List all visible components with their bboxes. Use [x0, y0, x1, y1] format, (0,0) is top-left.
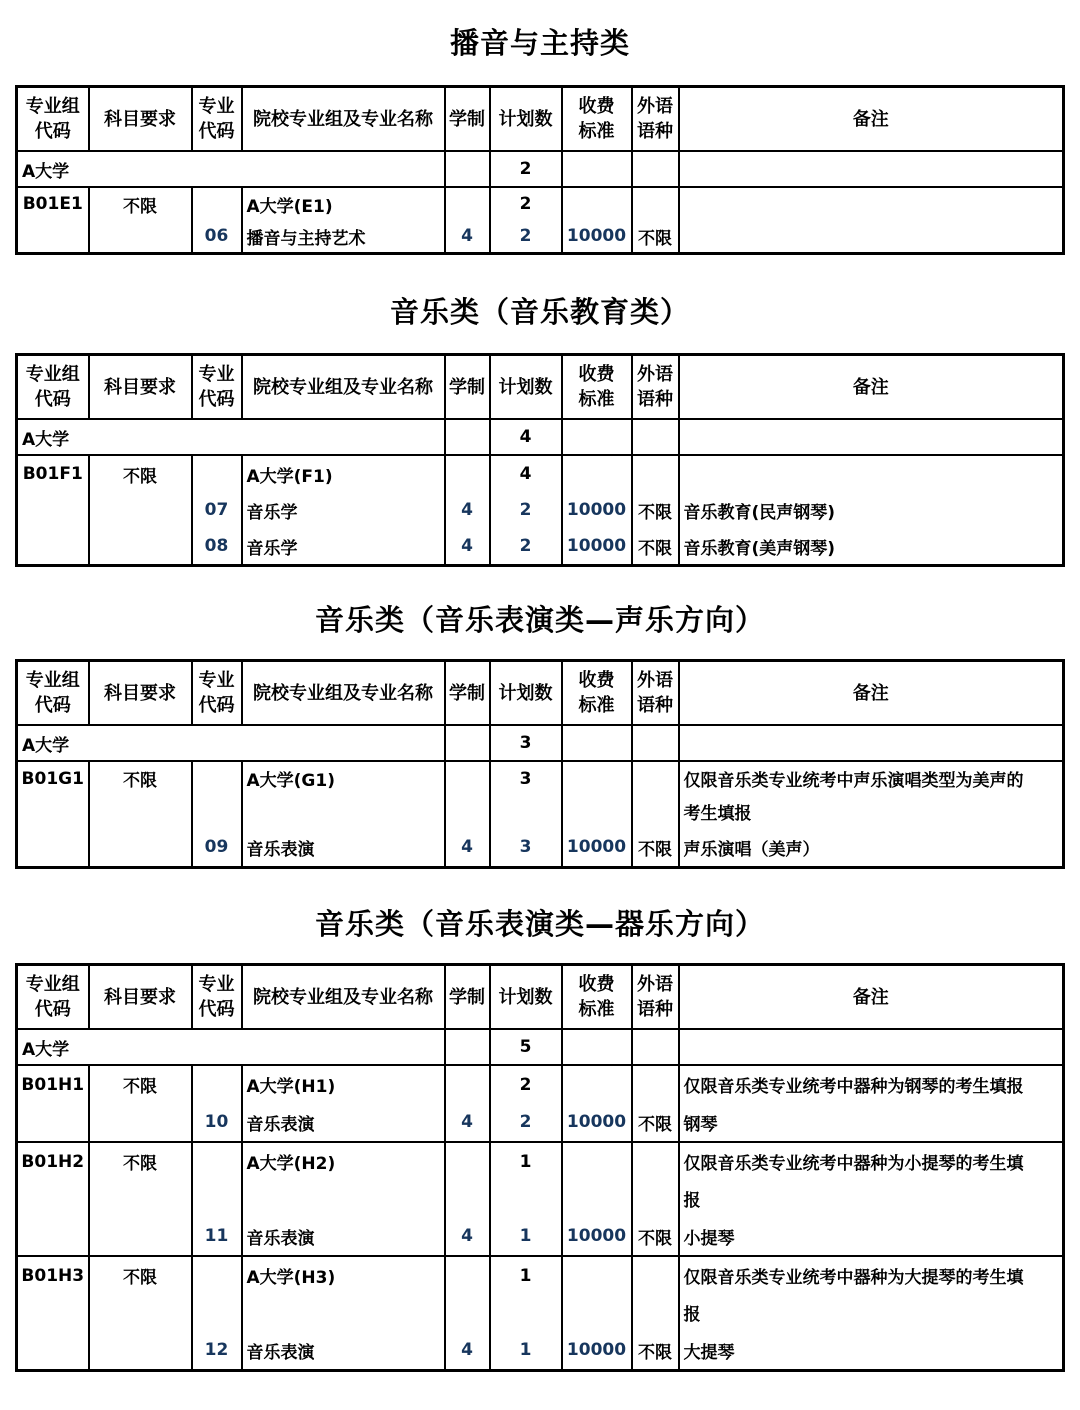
header-subject-req: 科目要求 [89, 661, 192, 726]
major-code: 08 [204, 536, 229, 556]
summary-university: A大学 [17, 725, 445, 761]
major-name: 音乐表演 [246, 839, 315, 860]
major-code: 11 [204, 1226, 229, 1246]
summary-university: A大学 [17, 151, 445, 187]
language-value: 不限 [638, 1114, 672, 1135]
header-major-code: 专业 代码 [192, 661, 242, 726]
major-remark: 钢琴 [683, 1114, 718, 1135]
fee-value: 10000 [566, 1226, 627, 1246]
major-code: 12 [204, 1340, 229, 1360]
group-code: B01H2 [21, 1151, 85, 1172]
years-value: 4 [461, 1340, 473, 1360]
remark-cell [679, 455, 1064, 566]
header-fee: 收费 标准 [562, 355, 632, 420]
subject-requirement: 不限 [123, 771, 157, 791]
subject-requirement: 不限 [123, 196, 157, 217]
section-title: 音乐类（音乐表演类—声乐方向） [314, 603, 765, 637]
header-lang: 外语 语种 [632, 355, 679, 420]
summary-plan-count: 5 [490, 1029, 562, 1065]
major-remark: 大提琴 [683, 1342, 735, 1363]
section-title: 音乐类（音乐表演类—器乐方向） [314, 907, 765, 941]
group-remark-line: 考生填报 [683, 804, 752, 824]
header-fee: 收费 标准 [562, 965, 632, 1030]
language-value: 不限 [638, 228, 672, 249]
header-fee: 收费 标准 [562, 661, 632, 726]
group-row [17, 455, 1064, 566]
language-value: 不限 [638, 502, 672, 523]
major-plan-count: 2 [519, 536, 532, 556]
summary-row [17, 1029, 1064, 1065]
remark-cell [679, 1256, 1064, 1371]
summary-plan-count: 3 [490, 725, 562, 761]
group-plan-count: 3 [519, 768, 532, 789]
years-value: 4 [461, 837, 473, 857]
header-lang: 外语 语种 [632, 965, 679, 1030]
header-years: 学制 [445, 87, 490, 152]
group-name: A大学(E1) [246, 196, 333, 217]
summary-plan-count: 2 [490, 151, 562, 187]
major-plan-count: 1 [519, 1226, 532, 1246]
years-value: 4 [461, 1226, 473, 1246]
major-plan-count: 2 [519, 226, 532, 246]
summary-university: A大学 [17, 419, 445, 455]
group-row [17, 187, 1064, 254]
header-group-code: 专业组 代码 [17, 661, 89, 726]
header-remark: 备注 [679, 661, 1064, 726]
fee-value: 10000 [566, 500, 627, 520]
remark-cell [679, 187, 1064, 254]
summary-row [17, 151, 1064, 187]
major-name: 音乐学 [246, 502, 298, 523]
major-code: 07 [204, 500, 229, 520]
table-header-row [17, 87, 1064, 152]
header-major-code: 专业 代码 [192, 87, 242, 152]
header-years: 学制 [445, 355, 490, 420]
major-code: 09 [204, 837, 229, 857]
years-value: 4 [461, 1112, 473, 1132]
header-plan: 计划数 [490, 661, 562, 726]
header-years: 学制 [445, 965, 490, 1030]
section-music-instrumental [0, 907, 1080, 1372]
section-title: 播音与主持类 [449, 26, 630, 60]
major-remark: 声乐演唱（美声） [683, 839, 820, 860]
language-value: 不限 [638, 1342, 672, 1363]
section-broadcasting [0, 26, 1080, 255]
group-code: B01H1 [21, 1074, 85, 1095]
major-remark: 音乐教育(美声钢琴) [683, 538, 836, 559]
header-group-code: 专业组 代码 [17, 87, 89, 152]
major-name: 播音与主持艺术 [246, 228, 366, 249]
summary-university: A大学 [17, 1029, 445, 1065]
header-lang: 外语 语种 [632, 87, 679, 152]
group-row [17, 761, 1064, 868]
subject-requirement: 不限 [123, 466, 157, 487]
subject-requirement: 不限 [123, 1077, 157, 1097]
remark-cell [679, 1142, 1064, 1256]
language-value: 不限 [638, 839, 672, 860]
header-name: 院校专业组及专业名称 [242, 965, 445, 1030]
header-fee: 收费 标准 [562, 87, 632, 152]
group-name: A大学(H1) [246, 1077, 336, 1097]
summary-row [17, 419, 1064, 455]
major-code: 10 [204, 1112, 229, 1132]
group-row [17, 1065, 1064, 1142]
group-remark-line: 仅限音乐类专业统考中声乐演唱类型为美声的 [683, 771, 1024, 791]
plan-table [15, 963, 1065, 1372]
group-name: A大学(F1) [246, 466, 333, 487]
major-remark: 小提琴 [683, 1228, 735, 1249]
header-remark: 备注 [679, 355, 1064, 420]
table-header-row [17, 355, 1064, 420]
subject-requirement: 不限 [123, 1154, 157, 1174]
header-group-code: 专业组 代码 [17, 355, 89, 420]
header-years: 学制 [445, 661, 490, 726]
group-plan-count: 4 [519, 464, 532, 484]
major-code: 06 [204, 226, 229, 246]
header-remark: 备注 [679, 965, 1064, 1030]
section-music-education [0, 295, 1080, 567]
major-plan-count: 1 [519, 1340, 532, 1360]
plan-table [15, 353, 1065, 567]
subject-requirement: 不限 [123, 1268, 157, 1288]
language-value: 不限 [638, 538, 672, 559]
header-plan: 计划数 [490, 965, 562, 1030]
header-subject-req: 科目要求 [89, 87, 192, 152]
group-remark-line: 报 [683, 1191, 701, 1211]
group-name: A大学(H3) [246, 1268, 336, 1288]
header-name: 院校专业组及专业名称 [242, 355, 445, 420]
major-remark: 音乐教育(民声钢琴) [683, 502, 836, 523]
header-major-code: 专业 代码 [192, 965, 242, 1030]
group-plan-count: 2 [519, 1074, 532, 1095]
group-row [17, 1256, 1064, 1371]
table-header-row [17, 965, 1064, 1030]
major-plan-count: 2 [519, 1112, 532, 1132]
header-plan: 计划数 [490, 87, 562, 152]
group-remark-line: 仅限音乐类专业统考中器种为钢琴的考生填报 [683, 1077, 1024, 1097]
summary-row [17, 725, 1064, 761]
fee-value: 10000 [566, 837, 627, 857]
group-name: A大学(H2) [246, 1154, 336, 1174]
years-value: 4 [461, 500, 473, 520]
fee-value: 10000 [566, 1340, 627, 1360]
header-remark: 备注 [679, 87, 1064, 152]
group-remark-line: 报 [683, 1305, 701, 1325]
group-plan-count: 1 [519, 1151, 532, 1172]
remark-cell [679, 761, 1064, 868]
header-name: 院校专业组及专业名称 [242, 87, 445, 152]
major-name: 音乐表演 [246, 1228, 315, 1249]
plan-table [15, 659, 1065, 869]
header-subject-req: 科目要求 [89, 965, 192, 1030]
table-header-row [17, 661, 1064, 726]
group-plan-count: 1 [519, 1265, 532, 1286]
section-title: 音乐类（音乐教育类） [389, 295, 690, 329]
header-plan: 计划数 [490, 355, 562, 420]
header-subject-req: 科目要求 [89, 355, 192, 420]
summary-plan-count: 4 [490, 419, 562, 455]
header-name: 院校专业组及专业名称 [242, 661, 445, 726]
major-plan-count: 2 [519, 500, 532, 520]
fee-value: 10000 [566, 536, 627, 556]
remark-cell [679, 1065, 1064, 1142]
group-remark-line: 仅限音乐类专业统考中器种为大提琴的考生填 [683, 1268, 1024, 1288]
group-remark-line: 仅限音乐类专业统考中器种为小提琴的考生填 [683, 1154, 1024, 1174]
section-music-vocal [0, 603, 1080, 869]
major-plan-count: 3 [519, 837, 532, 857]
group-name: A大学(G1) [246, 771, 335, 791]
years-value: 4 [461, 226, 473, 246]
group-code: B01H3 [21, 1265, 85, 1286]
years-value: 4 [461, 536, 473, 556]
fee-value: 10000 [566, 1112, 627, 1132]
group-code: B01G1 [21, 768, 84, 789]
header-group-code: 专业组 代码 [17, 965, 89, 1030]
group-code: B01E1 [22, 194, 83, 214]
header-lang: 外语 语种 [632, 661, 679, 726]
major-name: 音乐表演 [246, 1342, 315, 1363]
group-row [17, 1142, 1064, 1256]
language-value: 不限 [638, 1228, 672, 1249]
major-name: 音乐表演 [246, 1114, 315, 1135]
plan-table [15, 85, 1065, 255]
group-code: B01F1 [22, 464, 83, 484]
fee-value: 10000 [566, 226, 627, 246]
header-major-code: 专业 代码 [192, 355, 242, 420]
group-plan-count: 2 [519, 194, 532, 214]
major-name: 音乐学 [246, 538, 298, 559]
